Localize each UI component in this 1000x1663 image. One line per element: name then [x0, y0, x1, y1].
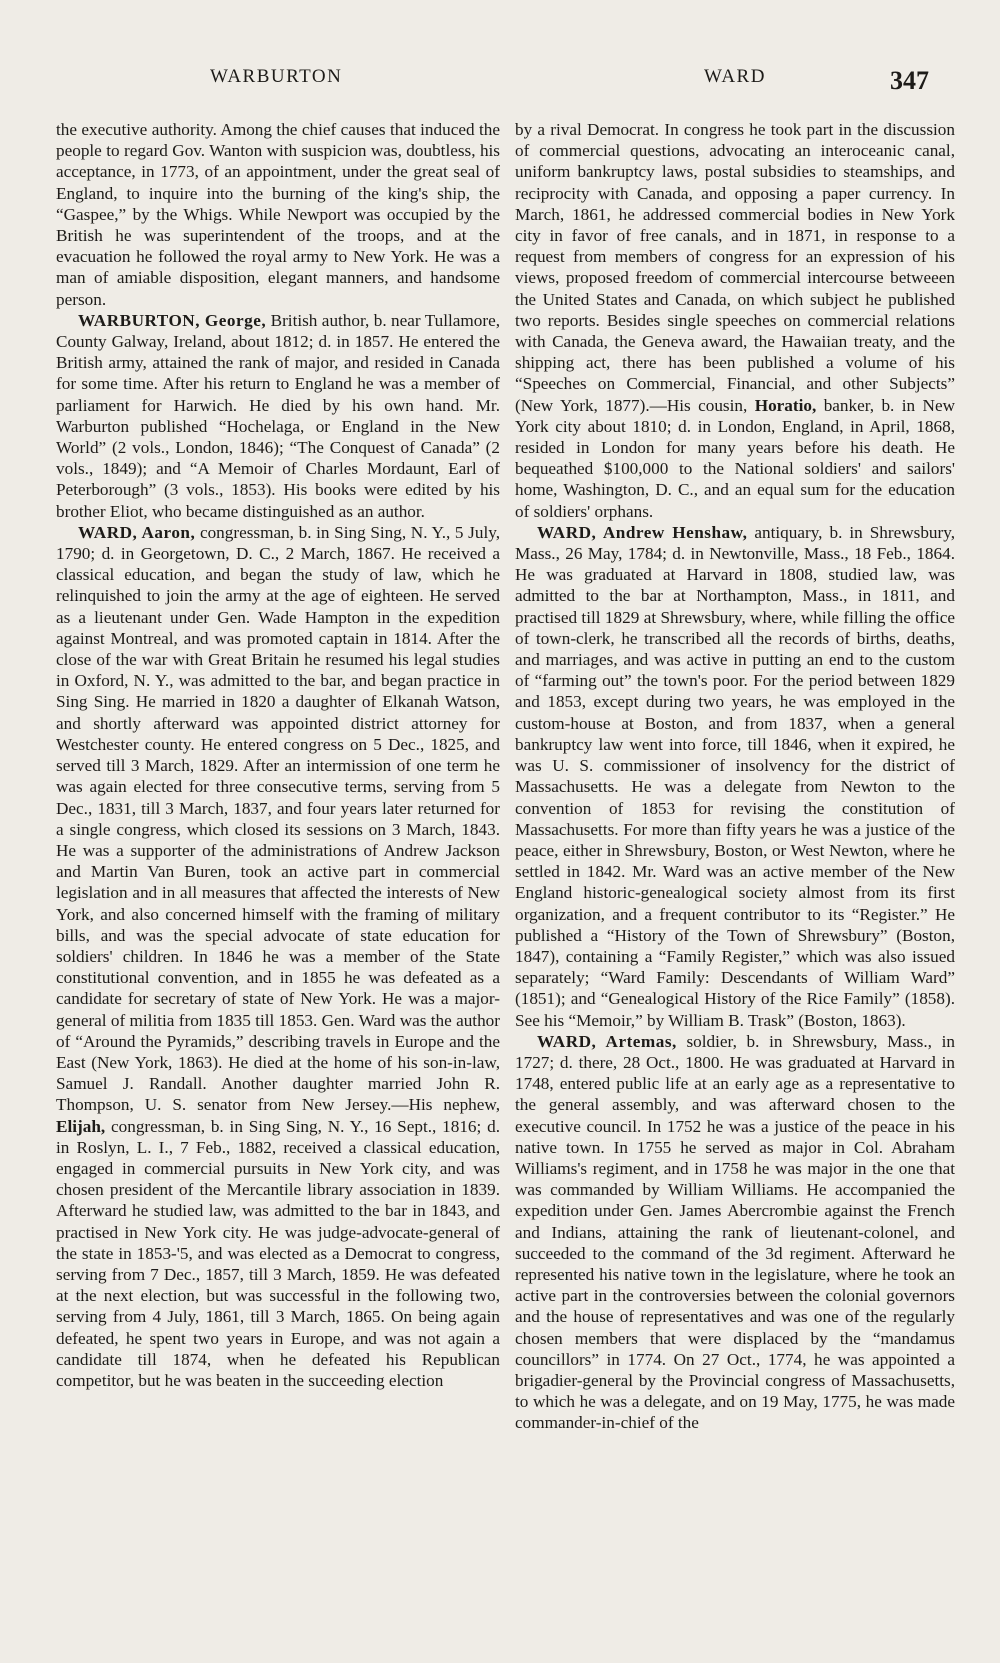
paragraph-wanton-continued: the executive authority. Among the chief causes that induced the people to regard Gov. Wanton with suspicion was, doubtless, his acceptance, in 1773, of an appointment, under the great seal of England, to inquire into the burning of the king's ship, the “Gaspee,” by the Whigs. While Newport was occupied by the British he was superintendent of the troops, and at the evacuation he followed the royal army to New York. He was a man of amiable disposition, elegant manners, and handsome person.: [56, 120, 500, 309]
running-head-left: WARBURTON: [210, 66, 343, 87]
entry-text: antiquary, b. in Shrewsbury, Mass., 26 May, 1784; d. in Newtonville, Mass., 18 Feb., 1864. He was graduated at Harvard in 1808, studied law, was admitted to the bar at Northampton, Mass., in 1811, and practised till 1829 at Shrewsbury, where, while filling the office of town-clerk, he transcribed all the records of births, deaths, and marriages, and was active in putting an end to the custom of “farming out” the town's poor. For the period between 1829 and 1853, except during two years, he was employed in the custom-house at Boston, and from 1837, when a general bankruptcy law went into force, till 1846, when it expired, he was U. S. commissioner of insolvency for the district of Massachusetts. He was a delegate from Newton to the convention of 1853 for revising the constitution of Massachusetts. For more than fifty years he was a justice of the peace, either in Shrewsbury, Boston, or West Newton, where he settled in 1842. Mr. Ward was an active member of the New England historic-genealogical society almost from its first organization, and a frequent contributor to its “Register.” He published a “History of the Town of Shrewsbury” (Boston, 1847), containing a “Family Register,” which was also issued separately; “Ward Family: Descendants of William Ward” (1851); and “Genealogical History of the Rice Family” (1858). See his “Memoir,” by William B. Trask” (Boston, 1863).: [515, 522, 955, 1030]
entry-headword: WARD, Andrew Henshaw,: [537, 522, 748, 542]
left-column: [56, 119, 500, 1649]
entry-ward-andrew-henshaw: [515, 522, 955, 1031]
entry-text: banker, b. in New York city about 1810; d. in London, England, in April, 1868, resided in London for many years before his death. He bequeathed $100,000 to the National soldiers' and sailors' home, Washington, D. C., and an equal sum for the education of soldiers' orphans.: [515, 395, 955, 521]
sub-entry-name: Elijah,: [56, 1116, 106, 1136]
paragraph-elijah-continued: [515, 119, 955, 522]
entry-headword: WARD, Artemas,: [537, 1031, 677, 1051]
entry-text: British author, b. near Tullamore, County Galway, Ireland, about 1812; d. in 1857. He entered the British army, attained the rank of major, and resided in Canada for some time. After his return to England he was a member of parliament for Harwich. He died by his own hand. Mr. Warburton published “Hochelaga, or England in the New World” (2 vols., London, 1846); “The Conquest of Canada” (2 vols., 1849); and “A Memoir of Charles Mordaunt, Earl of Peterborough” (3 vols., 1853). His books were edited by his brother Eliot, who became distinguished as an author.: [56, 310, 500, 521]
entry-ward-aaron: [56, 522, 500, 1391]
entry-text: soldier, b. in Shrewsbury, Mass., in 1727; d. there, 28 Oct., 1800. He was graduated at Harvard in 1748, entered public life at an early age as a representative to the general assembly, and was afterward chosen to the executive council. In 1752 he was a justice of the peace in his native town. In 1755 he served as major in Col. Abraham Williams's regiment, and in 1758 he was major in the one that was commanded by William Williams. He accompanied the expedition under Gen. James Abercrombie against the French and Indians, attaining the rank of lieutenant-colonel, and succeeded to the command of the 3d regiment. Afterward he represented his native town in the legislature, where he took an active part in the controversies between the colonial governors and the house of representatives and was one of the regularly chosen members that were displaced by the “mandamus councillors” in 1774. On 27 Oct., 1774, he was appointed a brigadier-general by the Provincial congress of Massachusetts, to which he was a delegate, and on 19 May, 1775, he was made commander-in-chief of the: [515, 1031, 955, 1433]
running-head-right: WARD: [704, 66, 766, 87]
entry-ward-artemas: [515, 1031, 955, 1434]
sub-entry-name: Horatio,: [754, 395, 817, 415]
right-column: [515, 119, 955, 1649]
page-number: 347: [890, 66, 929, 95]
entry-text: by a rival Democrat. In congress he took part in the discussion of commercial questions, advocating an interoceanic canal, uniform bankruptcy laws, postal subsidies to steamships, and reciprocity with Canada, and opposing a paper currency. In March, 1861, he addressed commercial bodies in New York city in favor of free canals, and in 1871, in response to a request from members of congress for an expression of his views, proposed freedom of commercial intercourse betweeen the United States and Canada, on which subject he published two reports. Besides single speeches on commercial relations with Canada, the Geneva award, the Hawaiian treaty, and the shipping act, there has been published a volume of his “Speeches on Commercial, Financial, and other Subjects” (New York, 1877).—His cousin,: [515, 120, 955, 415]
entry-text: congressman, b. in Sing Sing, N. Y., 16 Sept., 1816; d. in Roslyn, L. I., 7 Feb., 1882, received a classical education, engaged in commercial pursuits in New York city, and was chosen president of the Mercantile library association in 1839. Afterward he studied law, was admitted to the bar in 1843, and practised in New York city. He was judge-advocate-general of the state in 1853-'5, and was elected as a Democrat to congress, serving from 7 Dec., 1857, till 3 March, 1859. He was defeated at the next election, but was successful in the following two, serving from 4 July, 1861, till 3 March, 1865. On being again defeated, he spent two years in Europe, and was not again a candidate till 1874, when he defeated his Republican competitor, but he was beaten in the succeeding election: [56, 1116, 500, 1390]
entry-headword: WARD, Aaron,: [78, 522, 196, 542]
entry-headword: WARBURTON, George,: [78, 310, 267, 330]
entry-text: congressman, b. in Sing Sing, N. Y., 5 July, 1790; d. in Georgetown, D. C., 2 March, 1867. He received a classical education, and began the study of law, which he relinquished to join the army at the age of eighteen. He served as a lieutenant under Gen. Wade Hampton in the expedition against Montreal, and was promoted captain in 1814. After the close of the war with Great Britain he resumed his legal studies in Oxford, N. Y., was admitted to the bar, and began practice in Sing Sing. He married in 1820 a daughter of Elkanah Watson, and shortly afterward was appointed district attorney for Westchester county. He entered congress on 5 Dec., 1825, and served till 3 March, 1829. After an intermission of one term he was again elected for three consecutive terms, serving from 5 Dec., 1831, till 3 March, 1837, and four years later returned for a single congress, which closed its sessions on 3 March, 1843. He was a supporter of the administrations of Andrew Jackson and Martin Van Buren, took an active part in commercial legislation and in all measures that affected the interests of New York, and also concerned himself with the framing of military bills, and was the special advocate of state education for soldiers' children. In 1846 he was a member of the State constitutional convention, and in 1855 he was defeated as a candidate for secretary of state of New York. He was a major-general of militia from 1835 till 1853. Gen. Ward was the author of “Around the Pyramids,” describing travels in Europe and the East (New York, 1863). He died at the home of his son-in-law, Samuel J. Randall. Another daughter married John R. Thompson, U. S. senator from New Jersey.—His nephew,: [56, 522, 500, 1115]
entry-warburton-george: [56, 310, 500, 522]
